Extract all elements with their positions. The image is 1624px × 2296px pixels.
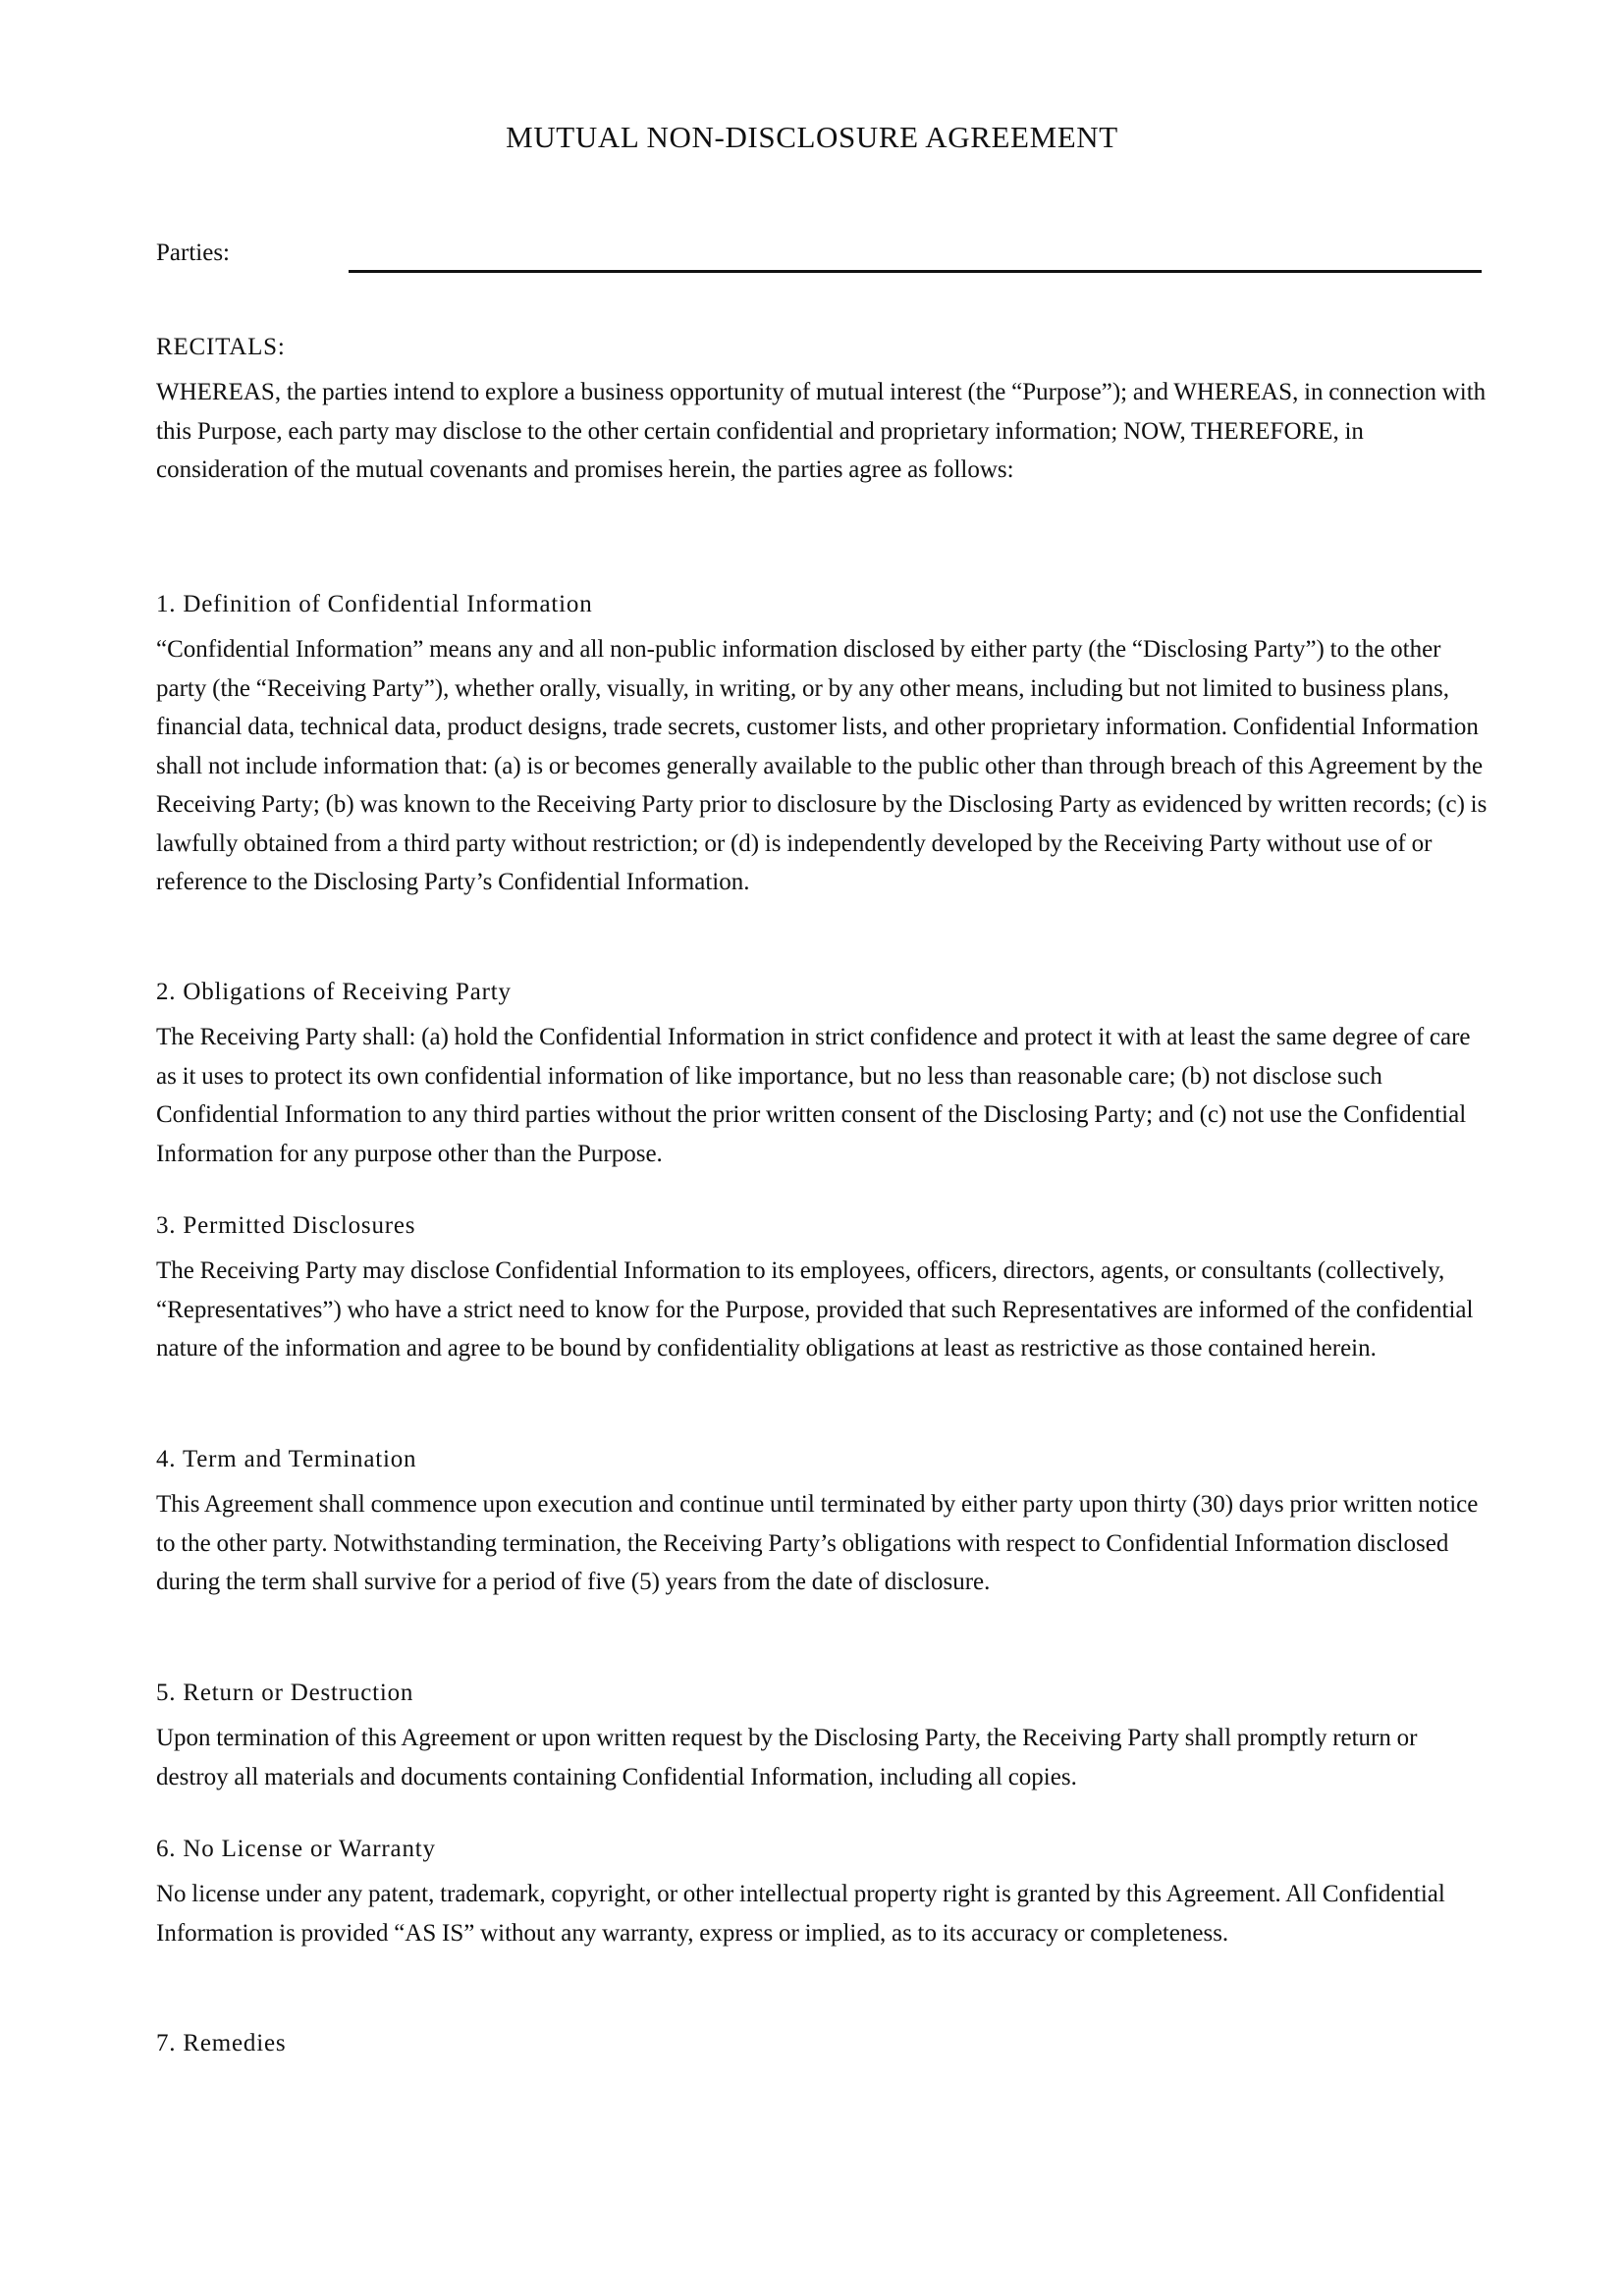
recitals-heading: RECITALS:	[156, 334, 286, 360]
section-heading: 2. Obligations of Receiving Party	[156, 979, 512, 1005]
section-heading: 3. Permitted Disclosures	[156, 1212, 416, 1239]
section-heading: 5. Return or Destruction	[156, 1680, 414, 1706]
section-5-return-destruction	[156, 1679, 1491, 1796]
section-body: “Confidential Information” means any and all non-public information disclosed by either party (the “Disclosing Party”) to the other party (the “Receiving Party”), whether orally, visually, in writing, or by any other means, including but not limited to business plans, financial data, technical data, product designs, trade secrets, customer lists, and other proprietary information. Confidential Information shall not include information that: (a) is or becomes generally available to the public other than through breach of this Agreement by the Receiving Party; (b) was known to the Receiving Party prior to disclosure by the Disclosing Party as evidenced by written records; (c) is lawfully obtained from a third party without restriction; or (d) is independently developed by the Receiving Party without use of or reference to the Disclosing Party’s Confidential Information.	[156, 636, 1488, 895]
section-7-remedies	[156, 2029, 1491, 2069]
section-body: Upon termination of this Agreement or upon written request by the Disclosing Party, the Receiving Party shall promptly return or destroy all materials and documents containing Confidential Information, including all copies.	[156, 1725, 1418, 1790]
section-4-term-termination	[156, 1445, 1491, 1602]
section-body: The Receiving Party shall: (a) hold the Confidential Information in strict confidence and protect it with at least the same degree of care as it uses to protect its own confidential information of like importance, but no less than reasonable care; (b) not disclose such Confidential Information to any third parties without the prior written consent of the Disclosing Party; and (c) not use the Confidential Information for any purpose other than the Purpose.	[156, 1024, 1471, 1167]
section-heading: 6. No License or Warranty	[156, 1836, 436, 1862]
section-2-obligations	[156, 978, 1491, 1173]
section-3-permitted-disclosures	[156, 1211, 1491, 1368]
parties-label: Parties:	[156, 240, 230, 266]
section-6-no-license-warranty	[156, 1835, 1491, 1952]
section-heading: 4. Term and Termination	[156, 1446, 417, 1472]
section-heading: 7. Remedies	[156, 2030, 287, 2056]
section-1-definition	[156, 590, 1491, 902]
parties-blank-line	[349, 270, 1482, 273]
section-body: The Receiving Party may disclose Confidential Information to its employees, officers, directors, agents, or consultants (collectively, “Representatives”) who have a strict need to know for the Purpose, provided that such Representatives are informed of the confidential nature of the information and agree to be bound by confidentiality obligations at least as restrictive as those contained herein.	[156, 1257, 1474, 1362]
section-body: No license under any patent, trademark, copyright, or other intellectual property right is granted by this Agreement. All Confidential Information is provided “AS IS” without any warranty, express or implied, as to its accuracy or completeness.	[156, 1881, 1445, 1947]
section-heading: 1. Definition of Confidential Information	[156, 591, 593, 617]
recitals-body: WHEREAS, the parties intend to explore a business opportunity of mutual interest (the “Purpose”); and WHEREAS, in connection with this Purpose, each party may disclose to the other certain confidential and proprietary information; NOW, THEREFORE, in consideration of the mutual covenants and promises herein, the parties agree as follows:	[156, 379, 1487, 483]
section-body: This Agreement shall commence upon execution and continue until terminated by either party upon thirty (30) days prior written notice to the other party. Notwithstanding termination, the Receiving Party’s obligations with respect to Confidential Information disclosed during the term shall survive for a period of five (5) years from the date of disclosure.	[156, 1491, 1479, 1595]
document-title: MUTUAL NON-DISCLOSURE AGREEMENT	[506, 120, 1118, 154]
parties-row	[156, 240, 1482, 275]
recitals-section	[156, 333, 1491, 490]
